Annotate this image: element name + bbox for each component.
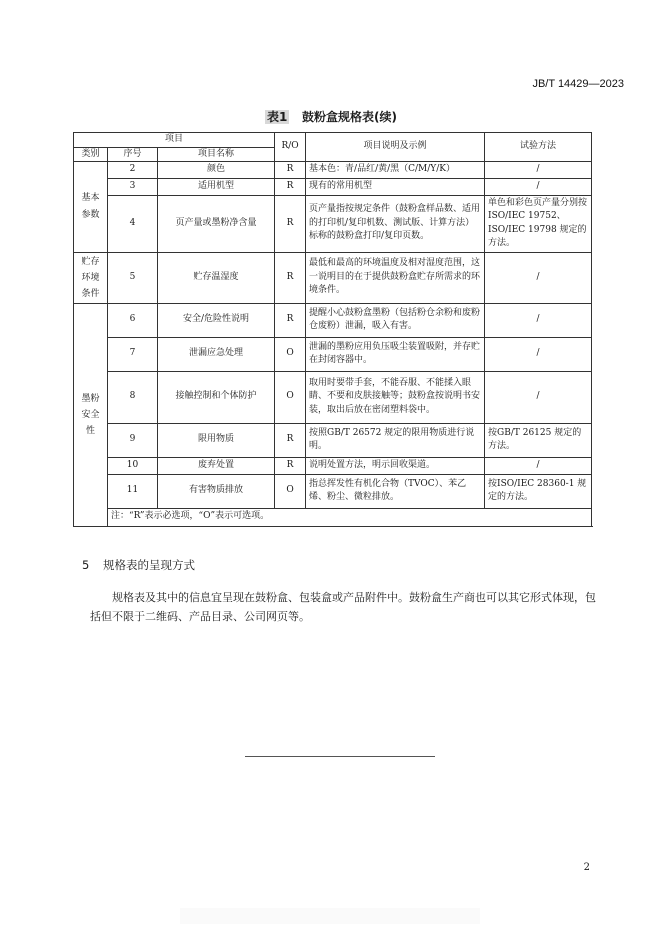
- ro-cell: R: [275, 457, 306, 474]
- desc-cell: 指总挥发性有机化合物（TVOC）、苯乙烯、粉尘、微粒排放。: [306, 474, 485, 508]
- desc-cell: 最低和最高的环境温度及相对湿度范围，这一说明目的在于提供鼓粉盒贮存所需求的环境条件。: [306, 252, 485, 303]
- test-cell: /: [485, 371, 592, 423]
- test-cell: /: [485, 457, 592, 474]
- section-heading: [82, 557, 195, 573]
- category-cell: 墨粉 安全 性: [74, 303, 108, 526]
- header-category: 类别: [74, 147, 108, 162]
- ro-cell: O: [275, 337, 306, 371]
- seq-cell: 11: [108, 474, 158, 508]
- section-number: 5: [82, 558, 90, 572]
- name-cell: 接触控制和个体防护: [158, 371, 275, 423]
- desc-cell: 取用时要带手套，不能吞服、不能揉入眼睛、不要和皮肤接触等；鼓粉盒按说明书安装，取出后放在密闭塑料袋中。: [306, 371, 485, 423]
- header-test-method: 试验方法: [485, 133, 592, 162]
- name-cell: 限用物质: [158, 423, 275, 457]
- category-cell: 基本 参数: [74, 162, 108, 253]
- name-cell: 适用机型: [158, 178, 275, 195]
- table-caption: [0, 108, 662, 125]
- section-title: 规格表的呈现方式: [102, 558, 195, 572]
- table-row: [74, 423, 592, 457]
- seq-cell: 4: [108, 195, 158, 252]
- name-cell: 贮存温湿度: [158, 252, 275, 303]
- desc-cell: 说明处置方法，明示回收渠道。: [306, 457, 485, 474]
- table-row: [74, 162, 592, 179]
- header-ro: R/O: [275, 133, 306, 162]
- seq-cell: 9: [108, 423, 158, 457]
- table-header-row-1: [74, 133, 592, 148]
- test-cell: 单色和彩色页产量分别按ISO/IEC 19752、ISO/IEC 19798 规定的方法。: [485, 195, 592, 252]
- category-cell: 贮存 环境 条件: [74, 252, 108, 303]
- header-seq: 序号: [108, 147, 158, 162]
- test-cell: /: [485, 162, 592, 179]
- table-row: [74, 252, 592, 303]
- seq-cell: 10: [108, 457, 158, 474]
- desc-cell: 基本色：青/品红/黄/黑（C/M/Y/K）: [306, 162, 485, 179]
- ro-cell: O: [275, 474, 306, 508]
- ro-cell: R: [275, 195, 306, 252]
- seq-cell: 6: [108, 303, 158, 337]
- name-cell: 安全/危险性说明: [158, 303, 275, 337]
- seq-cell: 8: [108, 371, 158, 423]
- table-row: [74, 457, 592, 474]
- page-number: 2: [583, 862, 590, 873]
- seq-cell: 2: [108, 162, 158, 179]
- footer-band: [180, 908, 480, 924]
- name-cell: 有害物质排放: [158, 474, 275, 508]
- test-cell: 按ISO/IEC 28360-1 规定的方法。: [485, 474, 592, 508]
- name-cell: 页产量或墨粉净含量: [158, 195, 275, 252]
- test-cell: /: [485, 303, 592, 337]
- section-paragraph: 规格表及其中的信息宜呈现在鼓粉盒、包装盒或产品附件中。鼓粉盒生产商也可以其它形式体现，包括但不限于二维码、产品目录、公司网页等。: [90, 591, 596, 623]
- seq-cell: 7: [108, 337, 158, 371]
- table-row: [74, 474, 592, 508]
- desc-cell: 现有的常用机型: [306, 178, 485, 195]
- desc-cell: 泄漏的墨粉应用负压吸尘装置吸附，并存贮在封闭容器中。: [306, 337, 485, 371]
- test-cell: /: [485, 337, 592, 371]
- ro-cell: R: [275, 423, 306, 457]
- name-cell: 泄漏应急处理: [158, 337, 275, 371]
- test-cell: /: [485, 252, 592, 303]
- ro-cell: R: [275, 178, 306, 195]
- table-caption-text: 鼓粉盒规格表(续): [301, 110, 397, 124]
- test-cell: 按GB/T 26125 规定的方法。: [485, 423, 592, 457]
- end-rule: [245, 756, 435, 757]
- header-description: 项目说明及示例: [306, 133, 485, 162]
- table-row: [74, 195, 592, 252]
- table-row: [74, 371, 592, 423]
- header-item: 项目: [74, 133, 275, 148]
- seq-cell: 5: [108, 252, 158, 303]
- ro-cell: O: [275, 371, 306, 423]
- desc-cell: 提醒小心鼓粉盒墨粉（包括粉仓余粉和废粉仓废粉）泄漏，吸入有害。: [306, 303, 485, 337]
- table-row: [74, 337, 592, 371]
- table-note: 注：“R”表示必选项，“O”表示可选项。: [108, 508, 592, 526]
- test-cell: /: [485, 178, 592, 195]
- ro-cell: R: [275, 162, 306, 179]
- table-row: [74, 178, 592, 195]
- desc-cell: 页产量指按规定条件（鼓粉盒样品数、适用的打印机/复印机数、测试版、计算方法）标称的鼓粉盒打印/复印页数。: [306, 195, 485, 252]
- name-cell: 废弃处置: [158, 457, 275, 474]
- name-cell: 颜色: [158, 162, 275, 179]
- desc-cell: 按照GB/T 26572 规定的限用物质进行说明。: [306, 423, 485, 457]
- ro-cell: R: [275, 252, 306, 303]
- table-caption-prefix: 表1: [267, 110, 288, 124]
- table-row: [74, 303, 592, 337]
- seq-cell: 3: [108, 178, 158, 195]
- table-note-row: [74, 508, 592, 526]
- header-name: 项目名称: [158, 147, 275, 162]
- ro-cell: R: [275, 303, 306, 337]
- standard-number: JB/T 14429—2023: [532, 78, 624, 90]
- spec-table: [73, 132, 592, 527]
